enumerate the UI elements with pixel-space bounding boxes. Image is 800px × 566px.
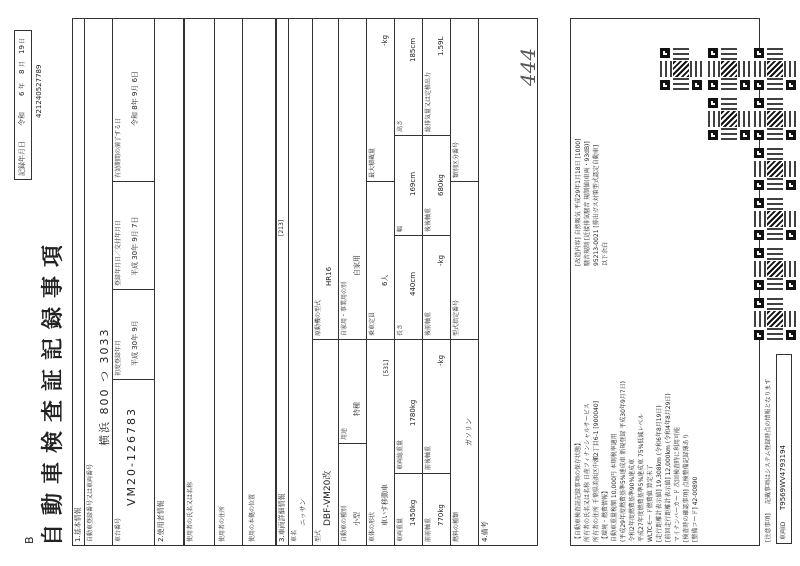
divider: [338, 18, 339, 546]
divider: [112, 181, 154, 182]
divider: [112, 18, 113, 546]
chassis-number-value: VM20-126783: [125, 407, 138, 506]
front-rear-axle-label: 前後軸重: [425, 445, 432, 470]
maker-value: ニッサン: [299, 498, 307, 526]
base-location-label: 使用の本拠の位置: [249, 493, 256, 542]
divider: [394, 473, 422, 474]
length-value: 440cm: [409, 271, 417, 296]
max-load-value: -kg: [381, 34, 389, 46]
note-text: 記載事項はシステム登録時点の情報となります: [765, 378, 772, 504]
remarks-right-line: 以下余白: [602, 241, 609, 266]
height-label: 高さ: [397, 119, 404, 132]
fuel-type-value: ガソリン: [465, 418, 473, 446]
front-front-axle-value: 770kg: [437, 504, 445, 526]
category-number-label: 類別区分番号: [453, 141, 460, 178]
record-date-era: 令和: [18, 112, 26, 126]
business-use-value: 自家用: [353, 255, 361, 276]
first-registration-value: 平成 30年 9月: [131, 320, 139, 366]
rear-rear-axle-value: 680kg: [437, 174, 445, 196]
remarks-right-line: 騒音規制 [近接排気騒音 規制値(車両・93dB)]: [584, 141, 591, 266]
record-date-month: 8: [18, 69, 26, 74]
rear-rear-axle-label: 後後軸重: [425, 207, 432, 232]
model-value: DBF-VM20改: [323, 470, 333, 526]
qr-code: [660, 48, 702, 90]
vehicle-code: [213]: [278, 219, 285, 236]
vehicle-id-label: 車両ID: [780, 521, 787, 540]
vehicle-id-value: T9569WV4793194: [779, 445, 787, 510]
divider: [214, 18, 215, 546]
gross-weight-label: 車両総重量: [397, 439, 404, 470]
divider: [312, 18, 313, 546]
front-rear-axle-value: -kg: [437, 354, 445, 366]
engine-model-value: HR16: [325, 266, 333, 286]
width-value: 169cm: [409, 171, 417, 196]
height-value: 185cm: [409, 37, 417, 62]
remarks-line: 令和2年度燃費基準90%達成車: [629, 458, 636, 542]
rear-front-axle-value: -kg: [437, 254, 445, 266]
use-value: 特種: [353, 402, 361, 416]
remarks-line: WLTCモード燃費値 算定未了: [647, 464, 654, 542]
divider: [84, 18, 85, 546]
maker-label: 車名: [291, 529, 298, 542]
remarks-heading: 4.備考: [481, 521, 489, 542]
divider: [422, 235, 450, 236]
user-name-label: 使用者の氏名又は名称: [187, 481, 194, 542]
divider: [422, 18, 423, 546]
remarks-line: 【自動車検査証記録事項の保存状態】: [575, 439, 582, 542]
divider: [450, 181, 478, 182]
qr-code: [708, 48, 750, 90]
max-load-label: 最大積載量: [369, 147, 376, 178]
record-date-label: 記録年月日: [18, 141, 26, 176]
displacement-label: 総排気量又は定格出力: [425, 71, 432, 132]
qr-code: [708, 98, 750, 140]
business-use-label: 自家用・事業用の別: [341, 281, 348, 336]
width-label: 幅: [397, 225, 404, 232]
document-number: 421240527789: [35, 64, 43, 118]
registration-number-value: 横浜 800 つ 3033: [98, 327, 111, 446]
divider: [394, 18, 395, 546]
expiry-date-value: 令和 8年 9月 6日: [131, 70, 139, 126]
remarks-line: 【環境・燃費情報】: [602, 487, 609, 542]
remarks-line: 所有者の氏名又は名称 日産フィナンシャルサービス: [584, 403, 591, 542]
type-designation-label: 型式指定番号: [453, 299, 460, 336]
divider: [394, 339, 422, 340]
divider: [450, 18, 451, 546]
remarks-line: (平成29年度燃費基準5%達成車 新規登録 平成30年9月7日): [620, 381, 627, 542]
remarks-line: [走行距離計表示値] 19,308km (令和6年8月19日): [656, 405, 663, 542]
qr-code: [754, 248, 796, 290]
remarks-line: [前回走行距離計表示値] 12,000km (令和4年8月29日): [665, 393, 672, 542]
qr-code: [754, 98, 796, 140]
body-shape-label: 車体の形状: [369, 511, 376, 542]
divider: [366, 339, 394, 340]
expiry-date-label: 有効期間の満了する日: [115, 117, 122, 178]
remarks-right-column: [574, 26, 610, 266]
divider: [112, 289, 154, 290]
divider: [112, 379, 154, 380]
user-info-section: [184, 18, 276, 546]
qr-code: [754, 148, 796, 190]
qr-code: [754, 198, 796, 240]
displacement-value: 1.59L: [437, 36, 445, 56]
record-date-day-unit: 日: [19, 37, 26, 44]
basic-info-heading: 1.基本情報: [74, 507, 82, 542]
qr-code: [754, 298, 796, 340]
use-label: 用途: [341, 427, 348, 440]
remarks-line: 所有者の住所 千葉県美浜区中瀬2丁目6-1 [900040]: [593, 400, 600, 542]
user-address-label: 使用者の住所: [219, 505, 226, 542]
record-date-year: 6: [18, 91, 26, 96]
vehicle-weight-value: 1450kg: [409, 499, 417, 526]
divider: [394, 235, 422, 236]
divider: [288, 18, 289, 546]
issue-date-label: 登録年月日／交付年月日: [115, 219, 122, 286]
record-date-month-unit: 月: [19, 60, 26, 67]
divider: [338, 339, 366, 340]
divider: [422, 135, 450, 136]
remarks-right-line: 95213-0021 [排出ガス対策型式認定自動車]: [593, 144, 600, 266]
model-label: 型式: [315, 529, 322, 542]
side-mark: B: [23, 536, 36, 544]
remarks-line: 平成27年度燃費基準5%達成車 75%低減レベル: [638, 413, 645, 542]
gross-weight-value: 1780kg: [409, 399, 417, 426]
divider: [422, 339, 450, 340]
note-label: [注意事項]: [765, 513, 772, 542]
vehicle-details-section: [276, 18, 538, 546]
vehicle-kind-label: 自動車の種別: [341, 505, 348, 542]
document-title: 自動車検査証記録事項: [40, 235, 66, 546]
front-front-axle-label: 前前軸重: [425, 517, 432, 542]
divider: [366, 181, 394, 182]
divider: [366, 18, 367, 546]
divider: [242, 18, 243, 546]
chassis-number-label: 車台番号: [115, 517, 122, 542]
length-label: 長さ: [397, 323, 404, 336]
remarks-line: [整備コード] 42-00890: [692, 476, 699, 542]
first-registration-label: 初度登録年月: [115, 339, 122, 376]
divider: [422, 473, 450, 474]
body-shape-value: 車いす移動車: [381, 484, 389, 526]
qr-code: [754, 48, 796, 90]
remarks-line: マイナンバーカード 次回検査時に利用可能: [674, 427, 681, 542]
remarks-line: 自動車重量税額 10,000円 本則税率適用: [611, 433, 618, 542]
engine-model-label: 原動機の型式: [315, 299, 322, 336]
remarks-right-line: [改造内容] 自然吸気 平成29年1月18日 [1000]: [575, 138, 582, 266]
issue-date-value: 平成 30年 9月 7日: [131, 216, 139, 276]
divider: [312, 339, 338, 340]
record-date-year-unit: 年: [19, 82, 26, 89]
registration-number-label: 自動車登録番号又は車両番号: [87, 463, 94, 542]
divider: [450, 339, 478, 340]
remarks-line: [検査時の確認事項] 点検整備記録簿あり: [683, 433, 690, 542]
vehicle-details-heading: 3.車両詳細情報: [278, 493, 286, 542]
divider: [154, 18, 155, 546]
divider: [394, 135, 422, 136]
handwritten-mark: 444: [516, 47, 540, 86]
vehicle-weight-label: 車両重量: [397, 517, 404, 542]
divider: [338, 443, 366, 444]
user-info-heading: 2.使用者情報: [157, 500, 165, 542]
capacity-value: 6人: [381, 274, 389, 286]
vehicle-kind-value: 小型: [353, 512, 361, 526]
rear-front-axle-label: 後前軸重: [425, 311, 432, 336]
fuel-type-label: 燃料の種類: [453, 511, 460, 542]
divider: [478, 18, 479, 546]
capacity-label: 乗車定員: [369, 311, 376, 336]
body-shape-code: [531]: [383, 359, 390, 376]
remarks-left-column: [574, 282, 700, 542]
record-date-day: 19: [18, 45, 26, 54]
